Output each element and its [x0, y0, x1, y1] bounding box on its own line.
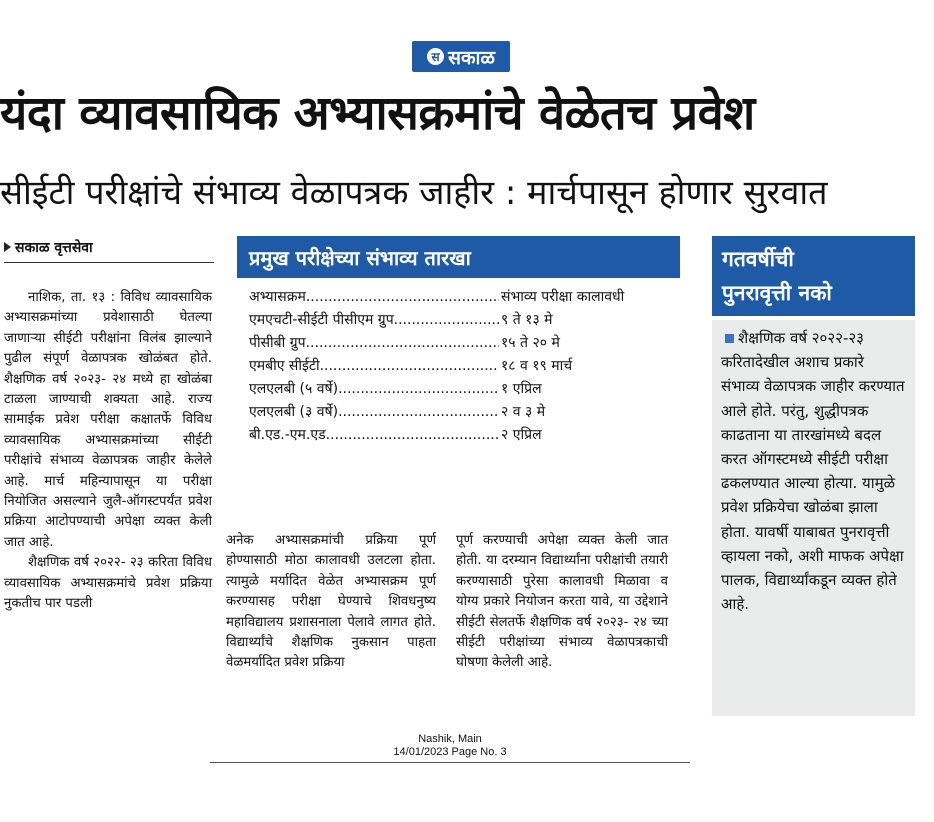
course-cell: एलएलबी (३ वर्षे) .....: [249, 401, 499, 424]
headline: यंदा व्यावसायिक अभ्यासक्रमांचे वेळेतच प्रवेश: [0, 86, 755, 141]
article-paragraph: पूर्ण करण्याची अपेक्षा व्यक्त केली जात होती. या दरम्यान विद्यार्थ्यांना परीक्षांची तयारी करण्यासाठी पुरेसा कालावधी मिळावा व योग्य प्रकारे नियोजन करता यावे, या उद्देशाने सीईटी सेलतर्फे शैक्षणिक वर्ष २०२३- २४ च्या सीईटी परीक्षांच्या संभाव्य वेळापत्रकाची घोषणा केलेली आहे.: [456, 533, 668, 671]
sidebar-title: [712, 236, 915, 316]
article-paragraph: शैक्षणिक वर्ष २०२२- २३ करिता विविध व्यावसायिक अभ्यासक्रमांचे प्रवेश प्रक्रिया नुकतीच पार पडली: [4, 555, 212, 612]
article-paragraph: नाशिक, ता. १३ : विविध व्यावसायिक अभ्यासक्रमांच्या प्रवेशासाठी घेतल्या जाणाऱ्या सीईटी परीक्षांना विलंब झाल्याने पुढील संपूर्ण वेळापत्रक खोळंबत होते. शैक्षणिक वर्ष २०२३- २४ मध्ये हा खोळंबा टाळला जाण्याची शक्यता आहे. राज्य सामाईक प्रवेश परीक्षा कक्षातर्फे विविध व्यावसायिक अभ्यासक्रमांच्या सीईटी परीक्षांचे संभाव्य वेळापत्रक जाहीर केलेले आहे. मार्च महिन्यापासून या परीक्षा नियोजित असल्याने जुलै-ऑगस्टपर्यंत प्रवेश प्रक्रिया आटोपण्याची अपेक्षा व्यक्त केली जात आहे.: [4, 290, 212, 550]
period-cell: २ एप्रिल: [501, 427, 542, 443]
subheadline: सीईटी परीक्षांचे संभाव्य वेळापत्रक जाहीर : मार्चपासून होणार सुरवात: [0, 173, 828, 213]
sidebar-text: शैक्षणिक वर्ष २०२२-२३ करितादेखील अशाच प्रकारे संभाव्य वेळापत्रक जाहीर करण्यात आले होते. परंतु, शुद्धीपत्रक काढताना या तारखांमध्ये बदल करत ऑगस्टमध्ये सीईटी परीक्षा ढकलण्यात आल्या होत्या. यामुळे प्रवेश प्रक्रियेचा खोळंबा झाला होता. यावर्षी याबाबत पुनरावृत्ती व्हायला नको, अशी माफक अपेक्षा पालक, विद्यार्थ्यांकडून व्यक्त होते आहे.: [721, 329, 905, 614]
bullet-square-icon: [725, 334, 734, 343]
exam-table-row: [249, 355, 679, 378]
footer-divider: [210, 762, 690, 763]
exam-table-row: [249, 424, 679, 447]
sidebar-title-line: गतवर्षीची: [722, 247, 794, 271]
exam-table-row: [249, 332, 679, 355]
period-cell: १८ व १९ मार्च: [501, 358, 573, 374]
period-cell: १ एप्रिल: [501, 381, 542, 397]
period-header: संभाव्य परीक्षा कालावधी: [501, 289, 625, 305]
exam-table-row: [249, 378, 679, 401]
article-column-2: [226, 531, 436, 674]
byline: [4, 238, 204, 257]
sidebar-box: [712, 320, 915, 716]
exam-table-header-row: [249, 286, 679, 309]
article-paragraph: अनेक अभ्यासक्रमांची प्रक्रिया पूर्ण होण्यासाठी मोठा कालावधी उलटला होता. त्यामुळे मर्यादित वेळेत अभ्यासक्रम पूर्ण करण्यासह परीक्षा घेण्याचे शिवधनुष्य महाविद्यालय प्रशासनाला पेलावे लागत होते. विद्यार्थ्यांचे शैक्षणिक नुकसान पाहता वेळमर्यादित प्रवेश प्रक्रिया: [226, 533, 436, 671]
period-cell: ९ ते १३ मे: [501, 312, 553, 328]
logo-emblem-icon: स: [427, 48, 444, 65]
byline-arrow-icon: [4, 242, 11, 252]
period-cell: २ व ३ मे: [501, 404, 546, 420]
course-header: अभ्यासक्रम .....: [249, 286, 499, 309]
course-cell: एमबीए सीईटी .....: [249, 355, 499, 378]
period-cell: १५ ते २० मे: [501, 335, 560, 351]
article-column-1: [4, 288, 212, 615]
exam-table-row: [249, 309, 679, 332]
course-cell: बी.एड.-एम.एड. .....: [249, 424, 499, 447]
exam-table-row: [249, 401, 679, 424]
footer-date-page: 14/01/2023 Page No. 3: [393, 746, 507, 758]
course-cell: एलएलबी (५ वर्षे) .....: [249, 378, 499, 401]
exam-table: [249, 286, 679, 447]
byline-divider: [4, 262, 214, 263]
sidebar-title-line: पुनरावृत्ती नको: [722, 281, 832, 305]
newspaper-logo: [412, 41, 510, 72]
footer-edition: Nashik, Main: [418, 733, 482, 745]
exam-table-title: प्रमुख परीक्षेच्या संभाव्य तारखा: [237, 236, 680, 278]
course-cell: एमएचटी-सीईटी पीसीएम ग्रुप .....: [249, 309, 499, 332]
byline-text: सकाळ वृत्तसेवा: [15, 240, 93, 256]
article-column-3: [456, 531, 668, 674]
course-cell: पीसीबी ग्रुप .....: [249, 332, 499, 355]
logo-text: सकाळ: [448, 46, 495, 69]
